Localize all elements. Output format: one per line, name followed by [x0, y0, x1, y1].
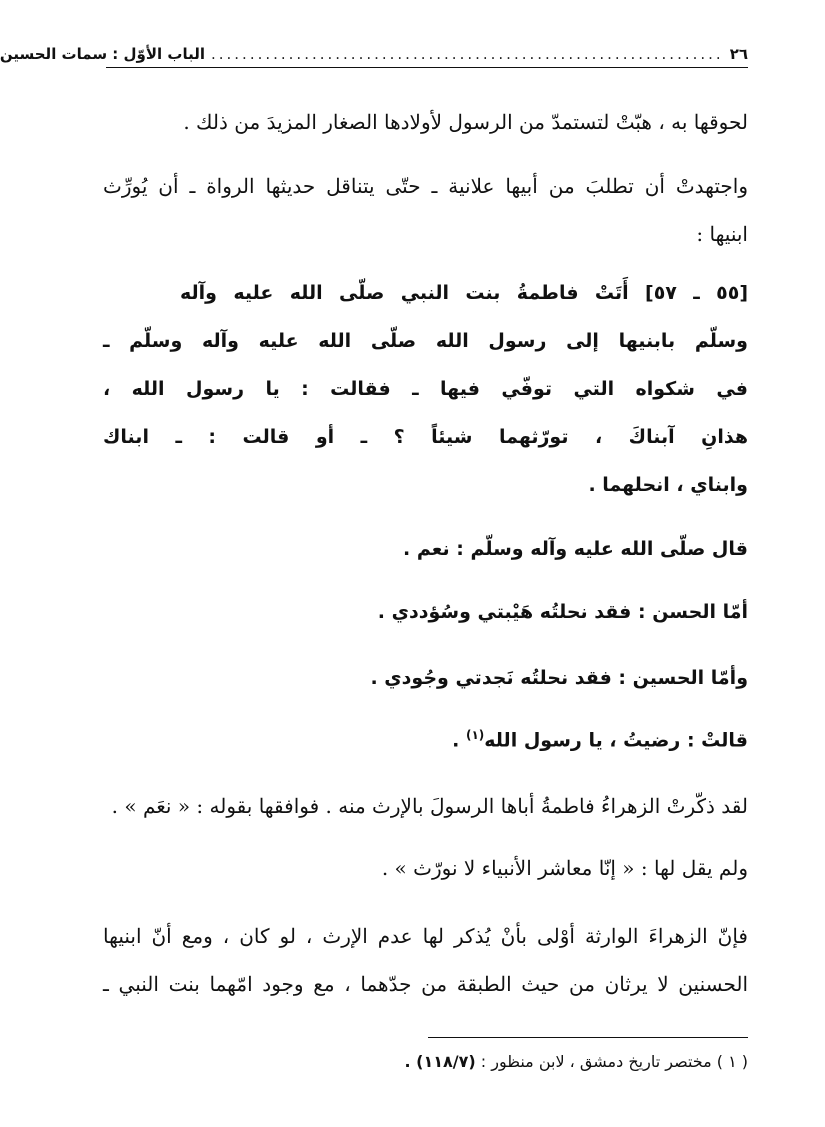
page-header: [0, 38, 748, 68]
chapter-title: الباب الأوّل : سمات الحسين: [0, 45, 205, 63]
footnote-ref: (١١٨/٧) .: [404, 1052, 476, 1071]
paragraph-line: واجتهدتْ أن تطلبَ من أبيها علانية ـ حتّى يتناقل حديثها الرواة ـ أن يُورِّث: [103, 174, 748, 198]
body-line: لقد ذكّرتْ الزهراءُ فاطمةُ أباها الرسولَ بالإرث منه . فوافقها بقوله : « نعَم » .: [111, 794, 748, 818]
footnote-text: ( ١ ) مختصر تاريخ دمشق ، لابن منظور :: [475, 1052, 748, 1071]
closing-end: .: [452, 729, 466, 752]
body-line: فإنّ الزهراءَ الوارثة أوْلى بأنْ يُذكر لها عدم الإرث ، لو كان ، ومع أنّ ابنيها: [103, 924, 748, 948]
hadith-closing: [452, 728, 748, 751]
hadith-reply: أمّا الحسن : فقد نحلتُه هَيْبتي وسُؤددي .: [377, 601, 748, 623]
paragraph-line: ابنيها :: [696, 222, 748, 246]
hadith-line: [٥٥ ـ ٥٧] أَتَتْ فاطمةُ بنت النبي صلّى الله عليه وآله: [180, 282, 748, 304]
hadith-line: وسلّم بابنيها إلى رسول الله صلّى الله عليه وآله وسلّم ـ: [103, 330, 748, 352]
paragraph-line: لحوقها به ، هبّتْ لتستمدّ من الرسول لأولادها الصغار المزيدَ من ذلك .: [183, 110, 748, 134]
footnote: [404, 1052, 748, 1071]
footnote-rule: [428, 1037, 748, 1038]
body-line: ولم يقل لها : « إنّا معاشر الأنبياء لا نورّث » .: [381, 856, 748, 880]
header-dots: ..................................................................: [210, 45, 724, 63]
hadith-line: هذانِ آبناكَ ، تورّثهما شيئاً ؟ ـ أو قالت : ـ ابناك: [103, 426, 748, 448]
body-line: الحسنين لا يرثان من حيث الطبقة من جدّهما ، مع وجود امّهما بنت النبي ـ: [103, 972, 748, 996]
hadith-reply: قال صلّى الله عليه وآله وسلّم : نعم .: [403, 538, 748, 560]
hadith-line: في شكواه التي توفّي فيها ـ فقالت : يا رسول الله ،: [103, 378, 748, 400]
footnote-marker: (١): [465, 728, 485, 742]
closing-text: قالتْ : رضيتُ ، يا رسول الله: [484, 729, 748, 752]
page-number: ٢٦: [729, 45, 748, 63]
hadith-reply: وأمّا الحسين : فقد نحلتُه نَجدتي وجُودي .: [370, 667, 748, 689]
hadith-line: وابناي ، انحلهما .: [588, 474, 748, 496]
